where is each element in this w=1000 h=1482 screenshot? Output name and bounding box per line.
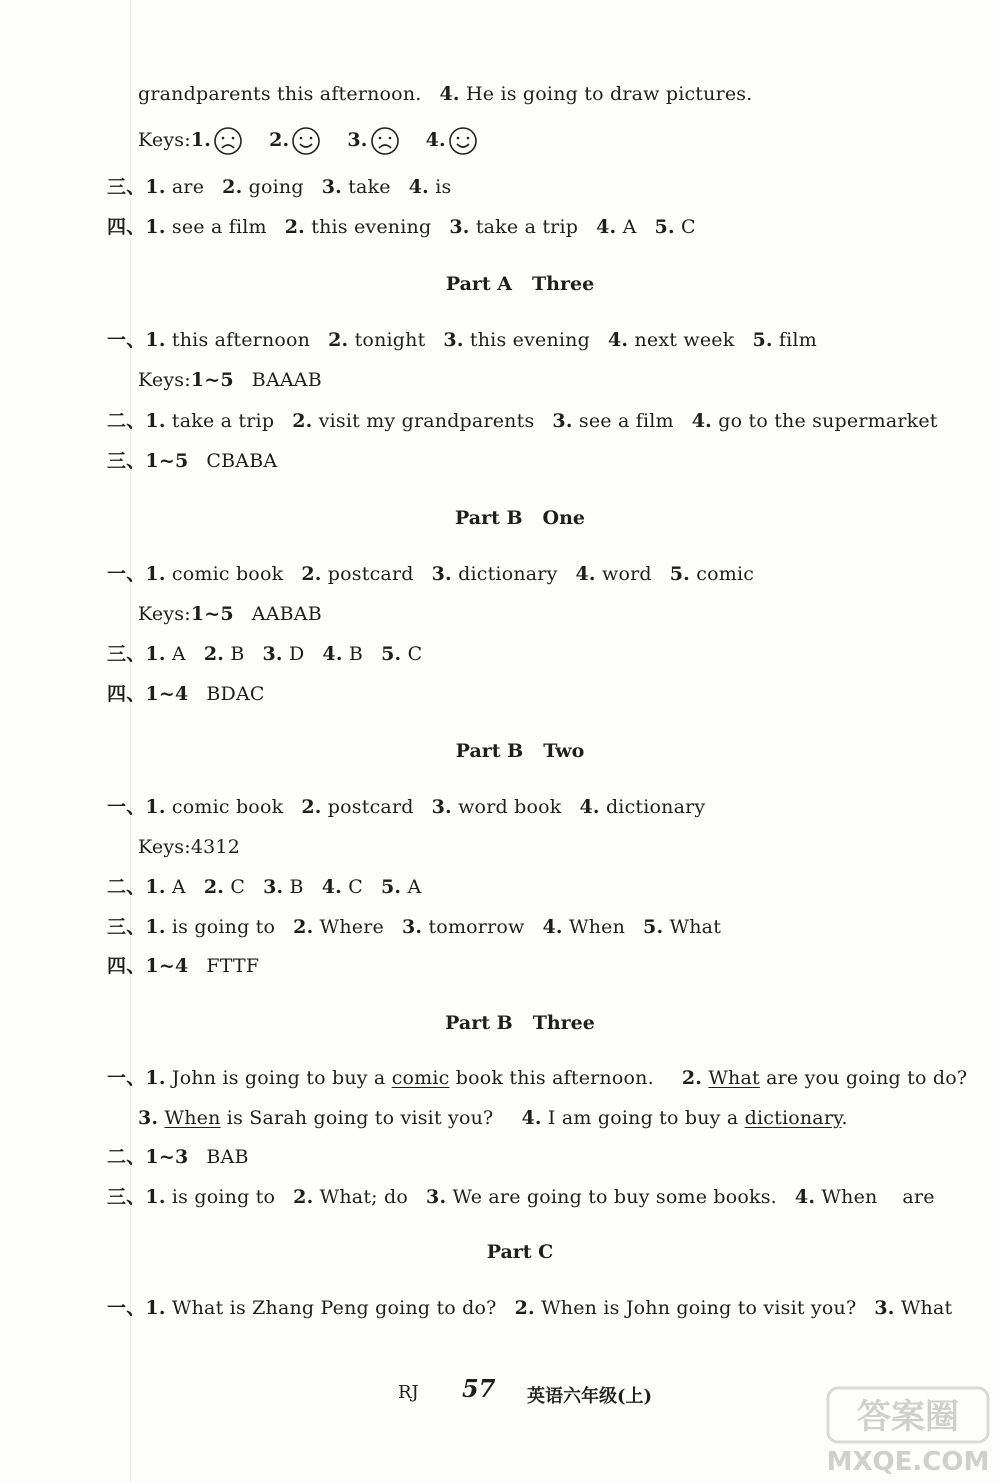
answer-line [107,1145,249,1169]
answer-text: What; do [313,1186,409,1208]
answer-text: B [283,876,304,898]
section-heading-part: Part C [486,1241,554,1263]
answer-text: going [242,176,304,198]
edition-label: RJ [398,1382,419,1403]
answer-item [432,796,562,818]
answer-sequence: CBABA [206,450,278,472]
section-heading-part: Two [543,740,585,762]
answer-line [107,682,265,706]
answer-number: 1. [145,410,166,432]
answer-item [670,563,754,585]
answer-item [381,643,422,665]
sentence-text: are you going to do? [759,1067,968,1089]
keys-label: Keys: [138,129,191,151]
answer-text: go to the supermarket [712,410,938,432]
answer-item [138,1107,493,1129]
question-group-prefix: 四、 [107,955,146,977]
answer-item [322,176,391,198]
answer-number: 2. [514,1297,535,1319]
answer-text: What is Zhang Peng going to do? [165,1297,497,1319]
answer-item [145,1297,496,1319]
answer-number: 4. [691,410,712,432]
sentence-text: book this afternoon. [449,1067,654,1089]
answer-line [107,1296,970,1320]
question-group-prefix: 一、 [107,329,146,351]
answer-number: 4. [408,176,429,198]
answer-number: 2. [681,1067,703,1089]
answer-item [521,1107,847,1129]
answer-item [145,916,275,938]
answer-number: 1. [145,563,166,585]
answer-sequence: BAAAB [251,369,322,391]
answer-number: 4. [596,216,617,238]
answer-number: 3. [401,916,423,938]
answer-item [440,83,753,105]
answer-number: 2. [292,410,313,432]
answer-item [262,643,304,665]
keys-label: Keys: [138,836,191,858]
answer-line [107,642,440,666]
answer-line [138,835,240,859]
answer-number: 2. [203,876,225,898]
question-group-prefix: 三、 [107,450,146,472]
answer-text: is [429,176,452,198]
answer-number: 4. [579,796,600,818]
answer-range: 1~5 [145,450,189,472]
answer-item [576,563,652,585]
sad-face-icon [370,126,400,156]
answer-sequence: FTTF [206,955,260,977]
answer-number: 2. [301,563,322,585]
answer-text: tonight [348,329,426,351]
answer-text: see a film [572,410,674,432]
answer-item [292,410,534,432]
answer-text: What [894,1297,953,1319]
answer-line [138,82,771,106]
section-heading-part: One [542,507,585,529]
answer-text: When are [815,1186,935,1208]
answer-item [402,916,525,938]
section-heading [0,1240,1000,1264]
answer-text: Where [313,916,384,938]
answer-number: 1. [190,129,212,151]
answer-number: 2. [293,916,314,938]
answer-line [107,915,739,939]
answer-item [322,876,363,898]
answer-item [692,410,938,432]
answer-item [432,563,558,585]
answer-item [874,1297,952,1319]
answer-number: 3. [431,563,452,585]
answer-text: What [663,916,722,938]
question-group-prefix: 一、 [107,1067,146,1089]
answer-text: comic book [165,796,284,818]
question-group-prefix: 三、 [107,916,146,938]
smiley-face-icon [291,126,321,156]
answer-range: 1~3 [145,1146,189,1168]
answer-text: dictionary [451,563,558,585]
answer-item [293,1186,408,1208]
answer-item [145,410,274,432]
answer-number: 4. [608,329,629,351]
answer-text: take [341,176,391,198]
answer-text: B [224,643,245,665]
answer-number: 4. [321,876,342,898]
answer-text: postcard [321,563,414,585]
answer-line [107,175,469,199]
answer-item [552,410,673,432]
answer-text: A [401,876,422,898]
answer-line [107,1185,953,1209]
answer-number: 5. [381,643,402,665]
question-group-prefix: 二、 [107,1146,146,1168]
answer-item [145,216,266,238]
answer-line [138,368,322,392]
answer-item [293,916,384,938]
answer-line [138,125,504,156]
answer-text: take a trip [165,410,275,432]
answer-text: take a trip [469,216,579,238]
answer-item [301,796,413,818]
answer-text: grandparents this afternoon. [138,83,422,105]
answer-line [138,1106,876,1130]
answer-text: When is John going to visit you? [534,1297,857,1319]
answer-number: 5. [654,216,675,238]
answer-number: 3. [138,1107,159,1129]
answer-number: 1. [145,216,166,238]
answer-item [596,216,636,238]
answer-item [145,796,283,818]
answer-item [608,329,734,351]
answer-item [263,876,304,898]
answer-text: A [165,876,186,898]
answer-item [643,916,721,938]
answer-item [752,329,817,351]
answer-item [426,1186,777,1208]
answer-number: 4. [521,1107,542,1129]
question-group-prefix: 四、 [107,216,146,238]
answer-sequence: BDAC [206,683,265,705]
answer-text: dictionary [599,796,706,818]
answer-number: 1. [145,876,166,898]
answer-number: 5. [752,329,773,351]
answer-number: 3. [426,1186,447,1208]
answer-number: 4. [575,563,596,585]
underlined-answer: What [708,1067,760,1089]
answer-item [443,329,590,351]
answer-range: 1~4 [145,955,189,977]
answer-text: next week [628,329,735,351]
answer-item [145,1186,275,1208]
answer-sequence: 4312 [190,836,240,858]
watermark-logo [820,1380,996,1478]
answer-item [795,1186,935,1208]
answer-number: 4. [439,83,460,105]
answer-text: A [616,216,637,238]
answer-number: 2. [293,1186,314,1208]
answer-sequence: BAB [206,1146,249,1168]
answer-number: 3. [443,329,464,351]
answer-item [682,1067,967,1089]
answer-number: 3. [552,410,573,432]
answer-number: 4. [794,1186,816,1208]
answer-item [301,563,413,585]
answer-number: 2. [284,216,305,238]
answer-item [322,643,363,665]
answer-number: 1. [145,643,166,665]
answer-item [222,176,304,198]
section-heading-part: Part B [454,507,523,529]
answer-range: 1~5 [190,603,234,625]
answer-text: this afternoon [165,329,311,351]
answer-text: are [165,176,205,198]
answer-number: 5. [643,916,664,938]
section-heading-part: Three [532,1012,595,1034]
answer-number: 3. [431,796,452,818]
watermark-bottom-text: MXQE.COM [826,1447,990,1477]
question-group-prefix: 一、 [107,1297,146,1319]
question-group-prefix: 三、 [107,1186,146,1208]
answer-line [107,215,714,239]
section-heading-part: Part B [455,740,524,762]
keys-label: Keys: [138,603,191,625]
question-group-prefix: 三、 [107,176,146,198]
sentence-text: John is going to buy a [165,1067,392,1089]
answer-number: 3. [347,129,368,151]
answer-number: 5. [669,563,691,585]
sad-face-icon [213,126,243,156]
answer-text: this evening [305,216,432,238]
question-group-prefix: 一、 [107,796,146,818]
sentence-text: is Sarah going to visit you? [220,1107,494,1129]
answer-item [542,916,625,938]
section-heading [0,739,1000,763]
answer-number: 4. [322,643,343,665]
answer-item [145,176,204,198]
answer-text: is going to [165,916,276,938]
answer-item [204,643,245,665]
underlined-answer: comic [391,1067,450,1089]
answer-text: comic book [165,563,284,585]
answer-number: 5. [380,876,402,898]
answer-number: 1. [145,1067,166,1089]
section-heading-part: Part A [445,273,513,295]
answer-number: 4. [425,129,446,151]
answer-line [107,1066,995,1090]
answer-text: see a film [165,216,267,238]
section-heading [0,1011,1000,1035]
question-group-prefix: 三、 [107,643,146,665]
answer-text: this evening [463,329,590,351]
answer-text: When [562,916,626,938]
answer-text: A [165,643,186,665]
answer-item [655,216,696,238]
answer-item [579,796,705,818]
answer-number: 2. [301,796,322,818]
answer-item [328,329,425,351]
sentence-text: I am going to buy a [541,1107,745,1129]
answer-item [145,329,310,351]
answer-number: 3. [449,216,470,238]
answer-text: C [674,216,696,238]
answer-text: D [282,643,305,665]
underlined-answer: dictionary [744,1107,842,1129]
answer-text: C [401,643,423,665]
answer-sequence: AABAB [251,603,322,625]
answer-range: 1~4 [145,683,189,705]
page-number: 57 [462,1374,496,1403]
answer-text: word [595,563,652,585]
answer-number: 1. [145,176,166,198]
answer-item [381,876,421,898]
answer-item [145,563,283,585]
answer-number: 2. [203,643,225,665]
section-heading [0,272,1000,296]
answer-number: 1. [145,796,166,818]
answer-line [107,875,439,899]
answer-number: 1. [145,1186,166,1208]
book-title: 英语六年级(上) [527,1386,653,1407]
answer-item [145,1067,653,1089]
answer-item [449,216,578,238]
answer-number: 3. [262,643,283,665]
answer-range: 1~5 [190,369,234,391]
question-group-prefix: 一、 [107,563,146,585]
smiley-face-icon [448,126,478,156]
answer-line [107,328,835,352]
section-heading-part: Three [532,273,595,295]
sentence-text: . [841,1107,848,1129]
keys-label: Keys: [138,369,191,391]
answer-number: 1. [145,916,166,938]
answer-text: word book [451,796,562,818]
answer-number: 1. [145,329,166,351]
answer-number: 2. [328,329,349,351]
answer-item [145,643,185,665]
answer-text: comic [690,563,755,585]
answer-number: 3. [263,876,284,898]
answer-number: 3. [321,176,342,198]
answer-text: He is going to draw pictures. [459,83,753,105]
answer-text: C [224,876,246,898]
answer-item [145,876,185,898]
answer-number: 1. [145,1297,166,1319]
answer-number: 4. [542,916,563,938]
answer-item [285,216,432,238]
answer-item [515,1297,857,1319]
answer-line [107,449,277,473]
answer-line [107,954,259,978]
answer-item [204,876,245,898]
answer-number: 2. [269,129,290,151]
question-group-prefix: 二、 [107,410,146,432]
answer-line [107,795,723,819]
question-group-prefix: 二、 [107,876,146,898]
answer-text: tomorrow [422,916,525,938]
answer-text: B [342,643,364,665]
answer-text: visit my grandparents [312,410,535,432]
answer-line [138,602,322,626]
section-heading-part: Part B [445,1012,513,1034]
answer-text: C [341,876,363,898]
answer-number: 2. [222,176,243,198]
watermark-top-text: 答案圈 [857,1397,959,1437]
section-heading [0,506,1000,530]
answer-text: postcard [321,796,414,818]
underlined-answer: When [164,1107,221,1129]
answer-line [107,409,956,433]
answer-item [138,83,422,105]
answer-line [107,562,772,586]
answer-text: We are going to buy some books. [446,1186,777,1208]
answer-item [409,176,452,198]
answer-text: is going to [165,1186,276,1208]
question-group-prefix: 四、 [107,683,146,705]
answer-text: film [772,329,817,351]
answer-number: 3. [874,1297,895,1319]
